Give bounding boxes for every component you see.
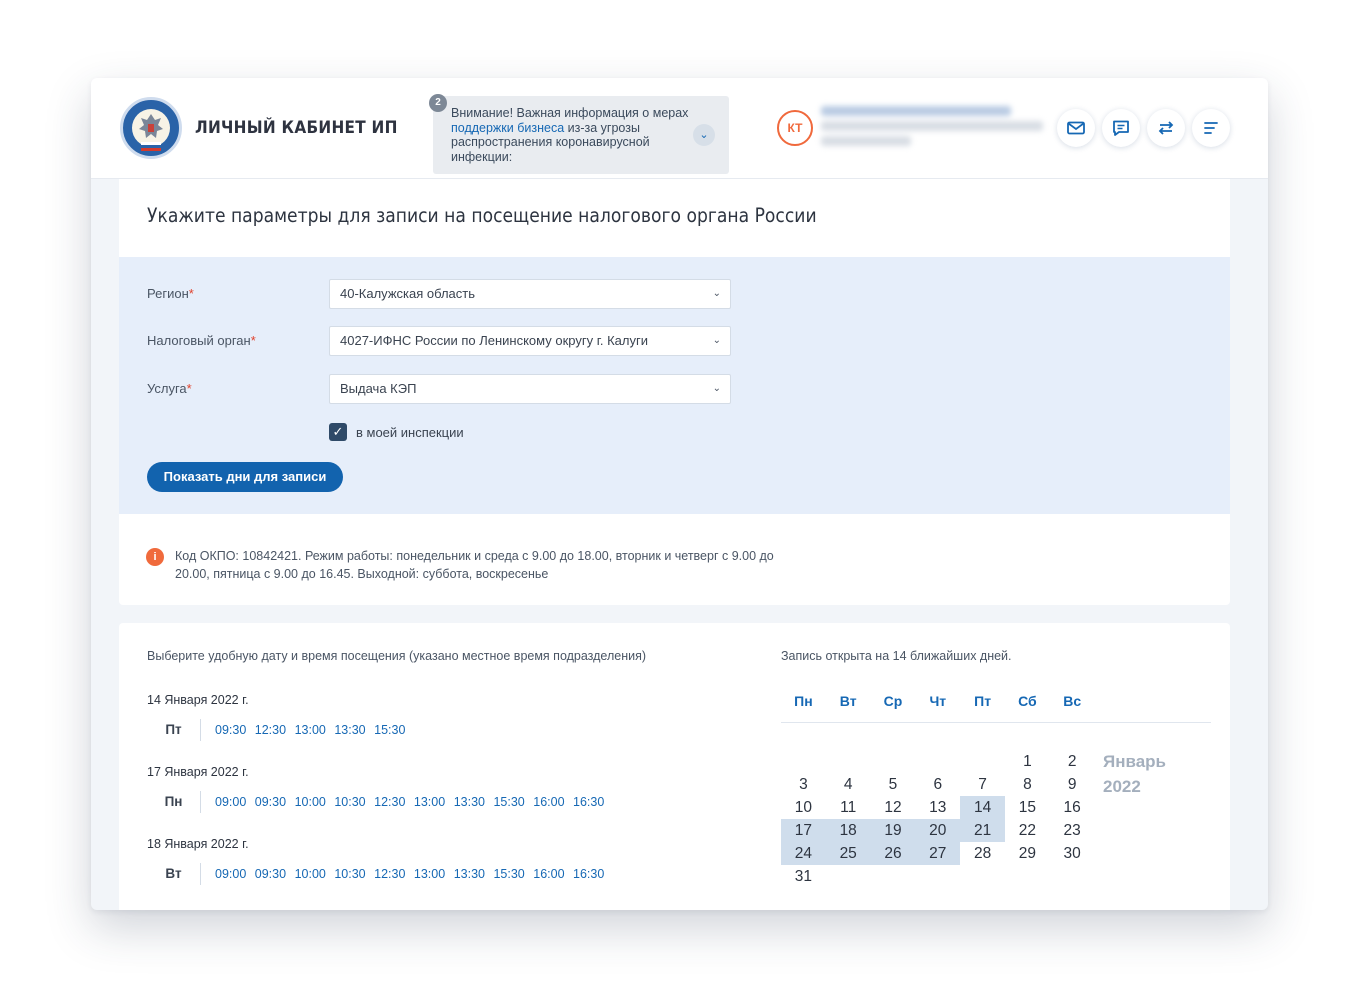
calendar-day[interactable]: 27	[915, 842, 960, 865]
mail-button[interactable]	[1057, 109, 1095, 147]
calendar-day: 2	[1067, 753, 1077, 770]
calendar-day: 8	[1023, 776, 1032, 793]
calendar-day[interactable]: 18	[826, 819, 871, 842]
day-date: 18 Января 2022 г.	[147, 837, 249, 851]
time-slot[interactable]: 16:00	[533, 795, 565, 809]
tax-office-select-value: 4027-ИФНС России по Ленинскому округу г. Калуги	[340, 333, 648, 348]
service-label: Услуга*	[147, 381, 192, 396]
time-slot[interactable]: 13:00	[413, 795, 446, 809]
schedule-card	[119, 623, 1230, 910]
calendar-day: 30	[1063, 845, 1081, 862]
calendar-day: 31	[794, 868, 813, 885]
region-select[interactable]	[329, 279, 731, 309]
calendar-week	[781, 773, 1095, 796]
time-slot[interactable]: 10:00	[294, 795, 326, 809]
calendar-day: 6	[933, 776, 943, 793]
time-slot[interactable]: 09:00	[215, 795, 247, 809]
time-slot[interactable]: 13:30	[334, 723, 366, 737]
calendar-day: 10	[794, 799, 813, 816]
calendar-month-label	[1103, 749, 1166, 799]
time-slot-list	[201, 723, 414, 737]
chevron-down-icon: ⌄	[712, 335, 721, 346]
calendar-day: 29	[1018, 845, 1036, 862]
time-slot[interactable]: 10:30	[334, 795, 366, 809]
calendar-week	[781, 750, 1095, 773]
region-select-value: 40-Калужская область	[340, 286, 476, 301]
time-slot[interactable]: 15:30	[493, 795, 525, 809]
calendar-day: 11	[840, 799, 857, 816]
time-slot-list	[201, 867, 613, 881]
calendar-day[interactable]: 21	[960, 819, 1005, 842]
time-slot[interactable]: 09:30	[254, 795, 287, 809]
calendar-day: 5	[888, 776, 898, 793]
day-date: 17 Января 2022 г.	[147, 765, 249, 779]
time-slot[interactable]: 10:30	[334, 867, 366, 881]
time-slot[interactable]: 09:30	[254, 867, 287, 881]
calendar-day: 1	[1023, 753, 1032, 770]
calendar-week	[781, 796, 1095, 819]
calendar-day: 22	[1018, 822, 1036, 839]
day-weekday: Пт	[147, 719, 201, 741]
eagle-emblem-icon	[123, 100, 179, 156]
calendar-day[interactable]: 19	[871, 819, 916, 842]
calendar-day: 7	[978, 776, 987, 793]
calendar-weekday: Ср	[883, 693, 903, 709]
calendar-day: 9	[1067, 776, 1077, 793]
calendar-empty-cell	[915, 750, 960, 773]
time-slot[interactable]: 13:30	[453, 795, 485, 809]
fns-logo[interactable]	[120, 97, 182, 159]
office-info-text: Код ОКПО: 10842421. Режим работы: понедельник и среда с 9.00 до 18.00, вторник и четверг с 9.00 до 20.00, пятница с 9.00 до 16.45. Выходной: суббота, воскресенье	[175, 549, 774, 581]
time-slot[interactable]: 10:00	[294, 867, 326, 881]
calendar-day[interactable]: 17	[781, 819, 826, 842]
chat-button[interactable]	[1102, 109, 1140, 147]
calendar-week	[781, 842, 1095, 865]
info-icon: i	[146, 548, 164, 566]
calendar-day: 4	[843, 776, 853, 793]
calendar-day: 16	[1063, 799, 1081, 816]
notice-count-badge: 2	[429, 94, 447, 112]
app-window	[91, 78, 1268, 910]
notice-text-before: Внимание! Важная информация о мерах	[451, 106, 689, 120]
time-slot[interactable]: 13:00	[413, 867, 446, 881]
calendar-weekday: Пн	[794, 693, 813, 709]
calendar-month: Январь	[1103, 752, 1167, 771]
menu-button[interactable]	[1192, 109, 1230, 147]
calendar-empty-cell	[915, 865, 960, 888]
user-info-blurred	[821, 106, 1043, 154]
time-slot[interactable]: 12:30	[254, 723, 287, 737]
time-slot[interactable]: 15:30	[374, 723, 406, 737]
calendar	[781, 683, 1211, 885]
schedule-hint: Выберите удобную дату и время посещения (указано местное время подразделения)	[147, 649, 647, 663]
notice-link[interactable]: поддержки бизнеса	[451, 120, 565, 135]
calendar-empty-cell	[781, 750, 826, 773]
calendar-weekday: Чт	[929, 693, 947, 709]
calendar-year: 2022	[1103, 777, 1141, 796]
calendar-empty-cell	[871, 865, 916, 888]
day-date: 14 Января 2022 г.	[147, 693, 249, 707]
booking-window-hint: Запись открыта на 14 ближайших дней.	[781, 649, 1012, 663]
time-slot[interactable]: 16:00	[533, 867, 565, 881]
calendar-day[interactable]: 26	[871, 842, 916, 865]
calendar-day: 28	[973, 845, 992, 862]
calendar-empty-cell	[871, 750, 916, 773]
calendar-day: 3	[799, 776, 808, 793]
chat-icon	[1111, 118, 1131, 138]
calendar-weekday: Сб	[1018, 693, 1037, 709]
calendar-day: 23	[1063, 822, 1081, 839]
brand-title: ЛИЧНЫЙ КАБИНЕТ ИП	[195, 118, 398, 138]
calendar-empty-cell	[960, 865, 1005, 888]
show-days-button[interactable]: Показать дни для записи	[147, 462, 343, 492]
day-slots-row	[147, 719, 414, 741]
calendar-weekday: Вс	[1063, 693, 1082, 709]
calendar-week	[781, 819, 1095, 842]
time-slot[interactable]: 16:30	[573, 795, 605, 809]
time-slot[interactable]: 16:30	[573, 867, 605, 881]
mail-icon	[1066, 118, 1086, 138]
calendar-weekday-header	[781, 683, 1211, 723]
time-slot[interactable]: 09:00	[215, 867, 247, 881]
day-weekday: Пн	[147, 791, 201, 813]
calendar-day: 15	[1018, 799, 1036, 816]
avatar[interactable]: КТ	[777, 110, 813, 146]
calendar-empty-cell	[826, 865, 871, 888]
chevron-down-icon[interactable]: ⌄	[693, 124, 715, 146]
calendar-day[interactable]: 20	[915, 819, 960, 842]
calendar-weekday: Вт	[839, 693, 857, 709]
params-card	[119, 179, 1230, 605]
chevron-down-icon: ⌄	[712, 288, 721, 299]
day-slots-row	[147, 863, 613, 885]
arrows-swap-icon	[1156, 118, 1176, 138]
calendar-grid	[781, 750, 1095, 888]
my-inspection-label[interactable]: в моей инспекции	[356, 425, 464, 440]
calendar-weekday: Пт	[974, 693, 992, 709]
day-weekday: Вт	[147, 863, 201, 885]
params-form	[119, 257, 1230, 514]
time-slot-list	[201, 795, 613, 809]
menu-icon	[1201, 118, 1221, 138]
calendar-day[interactable]: 24	[781, 842, 826, 865]
header	[91, 78, 1268, 179]
calendar-empty-cell	[1005, 865, 1050, 888]
day-slots-row	[147, 791, 613, 813]
time-slot[interactable]: 12:30	[374, 795, 406, 809]
time-slot[interactable]: 09:30	[215, 723, 247, 737]
region-label: Регион*	[147, 286, 194, 301]
tax-office-label: Налоговый орган*	[147, 333, 256, 348]
chevron-down-icon: ⌄	[712, 383, 721, 394]
calendar-day[interactable]: 25	[826, 842, 871, 865]
time-slot[interactable]: 12:30	[374, 867, 406, 881]
my-inspection-checkbox[interactable]: ✓	[329, 423, 347, 441]
calendar-empty-cell	[826, 750, 871, 773]
calendar-day: 13	[929, 799, 947, 816]
calendar-week	[781, 865, 1095, 888]
calendar-day[interactable]: 14	[960, 796, 1005, 819]
switch-button[interactable]	[1147, 109, 1185, 147]
time-slot[interactable]: 13:30	[453, 867, 485, 881]
time-slot[interactable]: 13:00	[294, 723, 326, 737]
tax-office-select[interactable]	[329, 326, 731, 356]
service-select[interactable]	[329, 374, 731, 404]
notice-text-after: из-за угрозы распространения коронавирусной инфекции:	[451, 120, 650, 164]
notice-banner[interactable]	[433, 96, 729, 174]
page-title: Укажите параметры для записи на посещение налогового органа России	[147, 204, 817, 227]
service-select-value: Выдача КЭП	[340, 381, 417, 396]
time-slot[interactable]: 15:30	[493, 867, 525, 881]
calendar-day: 12	[884, 799, 902, 816]
calendar-empty-cell	[960, 750, 1005, 773]
calendar-empty-cell	[1050, 865, 1095, 888]
